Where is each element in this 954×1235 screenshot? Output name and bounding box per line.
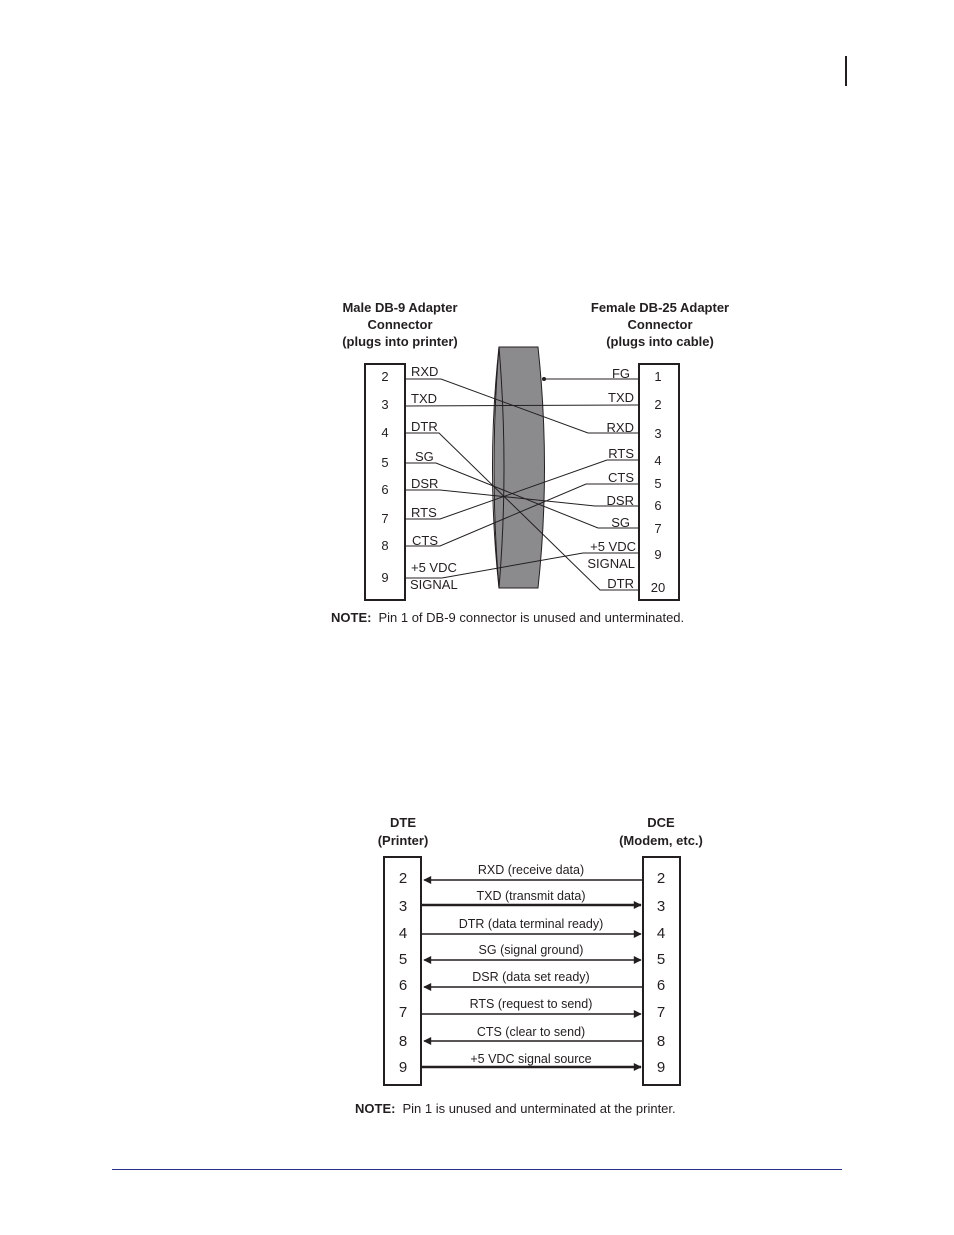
db9-header-line-2: Connector (367, 317, 433, 332)
signal-label: DSR (data set ready) (472, 970, 590, 984)
dte-pin-number: 7 (398, 1004, 408, 1021)
db9-signal-label: CTS (412, 533, 438, 548)
dte-connector (384, 857, 421, 1085)
signal-label: TXD (transmit data) (476, 889, 586, 903)
db9-header-line-1: Male DB-9 Adapter (342, 300, 458, 315)
signal-label: SG (signal ground) (478, 943, 584, 957)
dce-pin-number: 2 (656, 870, 666, 887)
db9-signal-label: TXD (411, 391, 437, 406)
dce-header-line-1: DCE (647, 815, 675, 830)
dte-pin-number: 9 (398, 1059, 408, 1076)
db25-pin-number: 5 (654, 476, 662, 491)
db25-signal-label: CTS (608, 470, 634, 485)
db25-header-line-2: Connector (627, 317, 693, 332)
db9-pin-number: 3 (381, 397, 389, 412)
db25-signal-label: +5 VDC (590, 539, 636, 554)
db9-db25-adapter-diagram (331, 300, 729, 625)
dte-dce-diagram (355, 815, 703, 1116)
dce-pin-number: 5 (656, 951, 666, 968)
dte-pin-number: 3 (398, 898, 408, 915)
db25-signal-label: DTR (607, 576, 634, 591)
db25-header-line-1: Female DB-25 Adapter (590, 300, 730, 315)
db9-signal-label: RXD (411, 364, 439, 379)
db25-pin-number: 1 (654, 369, 662, 384)
db25-pin-number: 4 (654, 453, 662, 468)
dce-pin-number: 4 (656, 925, 666, 942)
dce-pin-number: 7 (656, 1004, 666, 1021)
dce-pin-number: 3 (656, 898, 666, 915)
dte-header-line-1: DTE (390, 815, 416, 830)
dce-connector (643, 857, 680, 1085)
db25-signal-label: SG (611, 515, 630, 530)
fg-wire-dot (542, 377, 546, 381)
signal-label: CTS (clear to send) (476, 1025, 586, 1039)
db25-signal-label: RXD (606, 420, 634, 435)
db25-signal-label: TXD (608, 390, 634, 405)
db25-header-line-3: (plugs into cable) (606, 334, 714, 349)
cable-body (493, 347, 545, 588)
adapter-note (331, 610, 684, 625)
db9-signal-label: SG (415, 449, 434, 464)
dte-dce-note (355, 1101, 676, 1116)
db9-pin-number: 9 (381, 570, 389, 585)
dce-header-line-2: (Modem, etc.) (619, 833, 703, 848)
dce-pin-number: 6 (656, 977, 666, 994)
signal-label: DTR (data terminal ready) (458, 917, 604, 931)
dte-pin-number: 6 (398, 977, 408, 994)
dte-pin-number: 4 (398, 925, 408, 942)
signal-label: +5 VDC signal source (470, 1052, 592, 1066)
dce-pin-number: 9 (656, 1059, 666, 1076)
signal-label: RTS (request to send) (469, 997, 593, 1011)
dte-pin-number: 5 (398, 951, 408, 968)
db9-signal-label: DSR (411, 476, 439, 491)
db9-signal-label: +5 VDC (411, 560, 457, 575)
footer-rule (112, 1169, 842, 1170)
db9-signal-label: RTS (411, 505, 437, 520)
dce-pin-number: 8 (656, 1033, 666, 1050)
note-text: Pin 1 of DB-9 connector is unused and unterminated. (378, 610, 685, 625)
dte-pin-number: 2 (398, 870, 408, 887)
db9-pin-number: 8 (381, 538, 389, 553)
db25-pin-number: 20 (650, 580, 666, 595)
db25-signal-label: RTS (608, 446, 634, 461)
db9-signal-label: SIGNAL (410, 577, 458, 592)
dte-pin-number: 8 (398, 1033, 408, 1050)
db9-pin-number: 2 (381, 369, 389, 384)
db9-pin-number: 7 (381, 511, 389, 526)
db25-pin-number: 9 (654, 547, 662, 562)
db25-pin-number: 3 (654, 426, 662, 441)
db25-signal-label: SIGNAL (587, 556, 635, 571)
db25-signal-label: FG (611, 366, 630, 381)
db9-pin-number: 5 (381, 455, 389, 470)
db9-header-line-3: (plugs into printer) (342, 334, 458, 349)
db25-pin-number: 2 (654, 397, 662, 412)
dte-header-line-2: (Printer) (377, 833, 429, 848)
signal-label: RXD (receive data) (477, 863, 585, 877)
db25-pin-number: 6 (654, 498, 662, 513)
db9-signal-label: DTR (411, 419, 438, 434)
note-text: Pin 1 is unused and unterminated at the printer. (402, 1101, 676, 1116)
db9-pin-number: 4 (381, 425, 389, 440)
note-label: NOTE: (331, 610, 372, 625)
db25-signal-label: DSR (606, 493, 634, 508)
note-label: NOTE: (355, 1101, 396, 1116)
db25-pin-number: 7 (654, 521, 662, 536)
db9-pin-number: 6 (381, 482, 389, 497)
